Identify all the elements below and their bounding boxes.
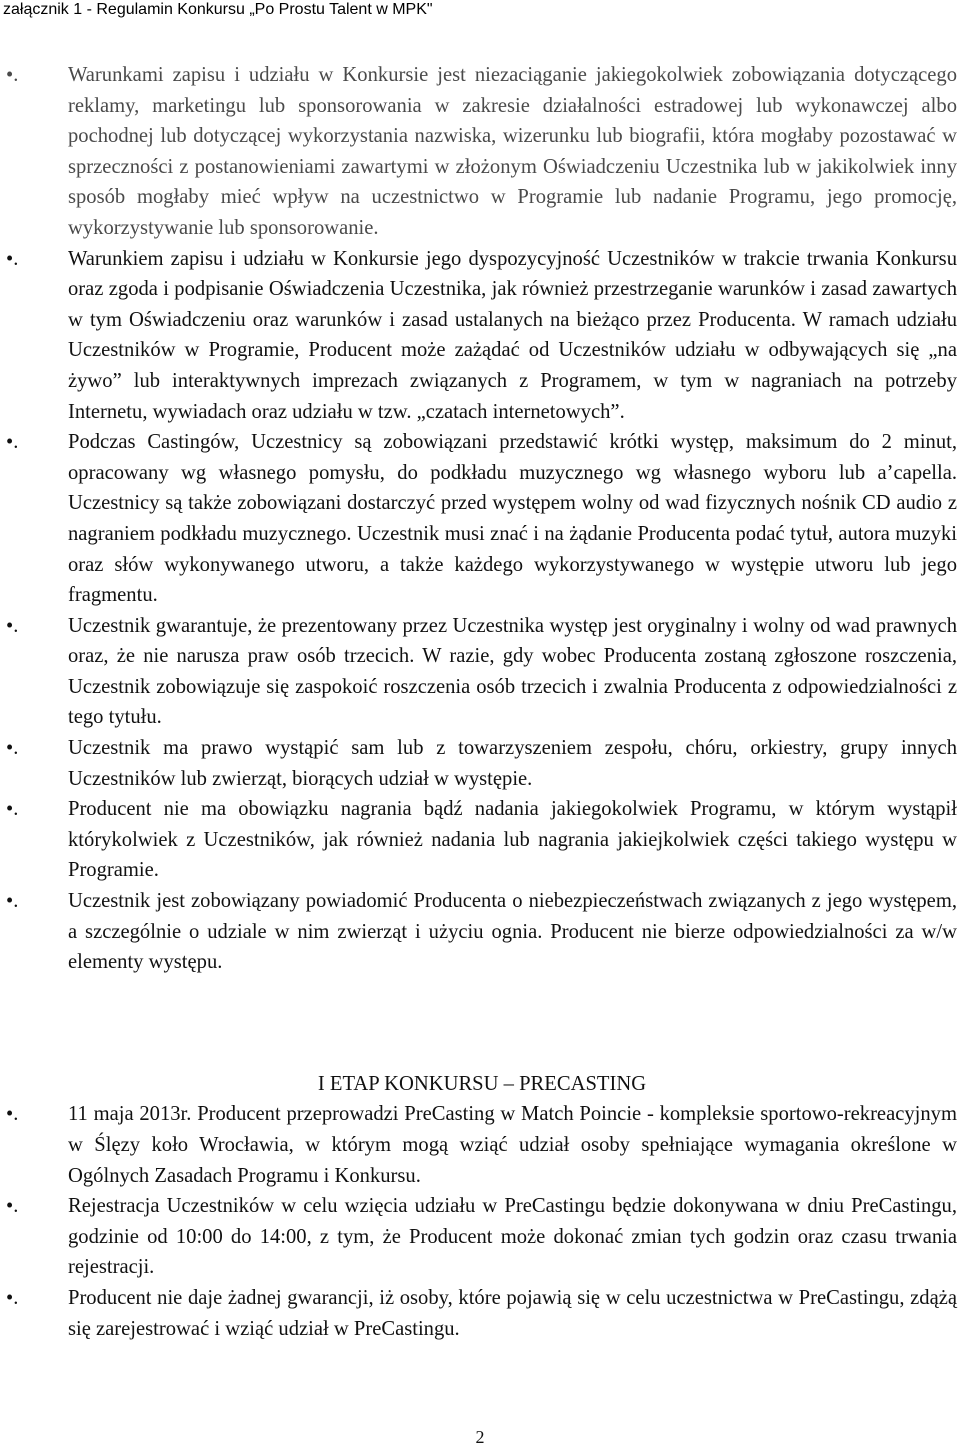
bullet-marker: •. [6,247,19,270]
list-item [0,1283,960,1344]
bullet-marker: •. [6,1195,19,1218]
section-title: I ETAP KONKURSU – PRECASTING [317,1072,647,1095]
page-number: 2 [475,1427,485,1447]
paragraph-text: Uczestnik jest zobowiązany powiadomić Producenta o niebezpieczeństwach związanych z jego występem, a szczególnie o udziale w nim zwierząt i użyciu ognia. Producent nie bierze odpowiedzialności za w/w elementy występu. [68,890,957,974]
paragraph-text: Rejestracja Uczestników w celu wzięcia udziału w PreCastingu będzie dokonywana w dniu PreCastingu, godzinie od 10:00 do 14:00, z tym, że Producent może dokonać zmian tych godzin oraz czasu trwania rejestracji. [68,1195,957,1279]
list-item [0,60,960,244]
bullet-marker: •. [6,1103,19,1126]
list-item [0,427,960,611]
paragraph-text: Warunkami zapisu i udziału w Konkursie jest niezaciąganie jakiegokolwiek zobowiązania dotyczącego reklamy, marketingu lub sponsorowania w zakresie działalności estradowej lub wykonawczej albo pochodnej lub dotyczącej wykorzystania nazwiska, wizerunku lub biografii, która mogłaby pozostawać w sprzeczności z postanowieniami zawartymi w złożonym Oświadczeniu Uczestnika lub w jakikolwiek inny sposób mogłaby mieć wpływ na uczestnictwo w Programie lub nadanie Programu, jego promocję, wykorzystywanie lub sponsorowanie. [68,64,957,239]
list-item [0,1099,960,1191]
paragraph-text: Uczestnik gwarantuje, że prezentowany przez Uczestnika występ jest oryginalny i wolny od wad prawnych oraz, że nie narusza praw osób trzecich. W razie, gdy wobec Producenta zostaną zgłoszone roszczenia, Uczestnik zobowiązuje się zaspokoić roszczenia osób trzecich i zwalnia Producenta z odpowiedzialności z tego tytułu. [68,614,957,729]
paragraph-text: Producent nie ma obowiązku nagrania bądź nadania jakiegokolwiek Programu, w którym wystąpił którykolwiek z Uczestników, jak również nadania lub nagrania jakiejkolwiek części takiego występu w Programie. [68,798,957,882]
list-item [0,886,960,978]
list-item [0,611,960,733]
bullet-marker: •. [6,431,19,454]
section-spacer [0,978,960,1069]
list-item [0,1191,960,1283]
paragraph-text: Podczas Castingów, Uczestnicy są zobowiązani przedstawić krótki występ, maksimum do 2 minut, opracowany wg własnego pomysłu, do podkładu muzycznego wg własnego wyboru lub a’capella. Uczestnicy są także zobowiązani dostarczyć przed występem wolny od wad fizycznych nośnik CD audio z nagraniem podkładu muzycznego. Uczestnik musi znać i na żądanie Producenta podać tytuł, autora muzyki oraz słów wykonywanego utworu, a także każdego wykorzystywanego w występie utworu lub jego fragmentu. [68,431,957,607]
bullet-marker: •. [6,890,19,913]
list-item [0,733,960,794]
bullet-marker: •. [6,64,19,86]
document-body [0,60,960,1344]
list-item [0,244,960,428]
list-item [0,794,960,886]
bullet-marker: •. [6,614,19,637]
document-header: załącznik 1 - Regulamin Konkursu „Po Prostu Talent w MPK" [3,1,433,18]
paragraph-text: Uczestnik ma prawo wystąpić sam lub z towarzyszeniem zespołu, chóru, orkiestry, grupy innych Uczestników lub zwierząt, biorących udział w występie. [68,737,957,790]
paragraph-text: 11 maja 2013r. Producent przeprowadzi PreCasting w Match Poincie - kompleksie sportowo-rekreacyjnym w Ślęzy koło Wrocławia, w którym mogą wziąć udział osoby spełniające wymagania określone w Ogólnych Zasadach Programu i Konkursu. [68,1103,957,1187]
bullet-marker: •. [6,798,19,821]
paragraph-text: Warunkiem zapisu i udziału w Konkursie jego dyspozycyjność Uczestników w trakcie trwania Konkursu oraz zgoda i podpisanie Oświadczenia Uczestnika, jak również przestrzeganie warunków i zasad zawartych w tym Oświadczeniu oraz warunków i zasad ustalanych na bieżąco przez Producenta. W ramach udziału Uczestników w Programie, Producent może zażądać od Uczestników udziału w odbywających się „na żywo” lub interaktywnych imprezach związanych z Programem, w tym w nagraniach na potrzeby Internetu, wywiadach oraz udziału w tzw. „czatach internetowych”. [68,247,957,423]
bullet-marker: •. [6,737,19,760]
bullet-marker: •. [6,1286,19,1309]
paragraph-text: Producent nie daje żadnej gwarancji, iż osoby, które pojawią się w celu uczestnictwa w PreCastingu, zdążą się zarejestrować i wziąć udział w PreCastingu. [68,1286,957,1340]
